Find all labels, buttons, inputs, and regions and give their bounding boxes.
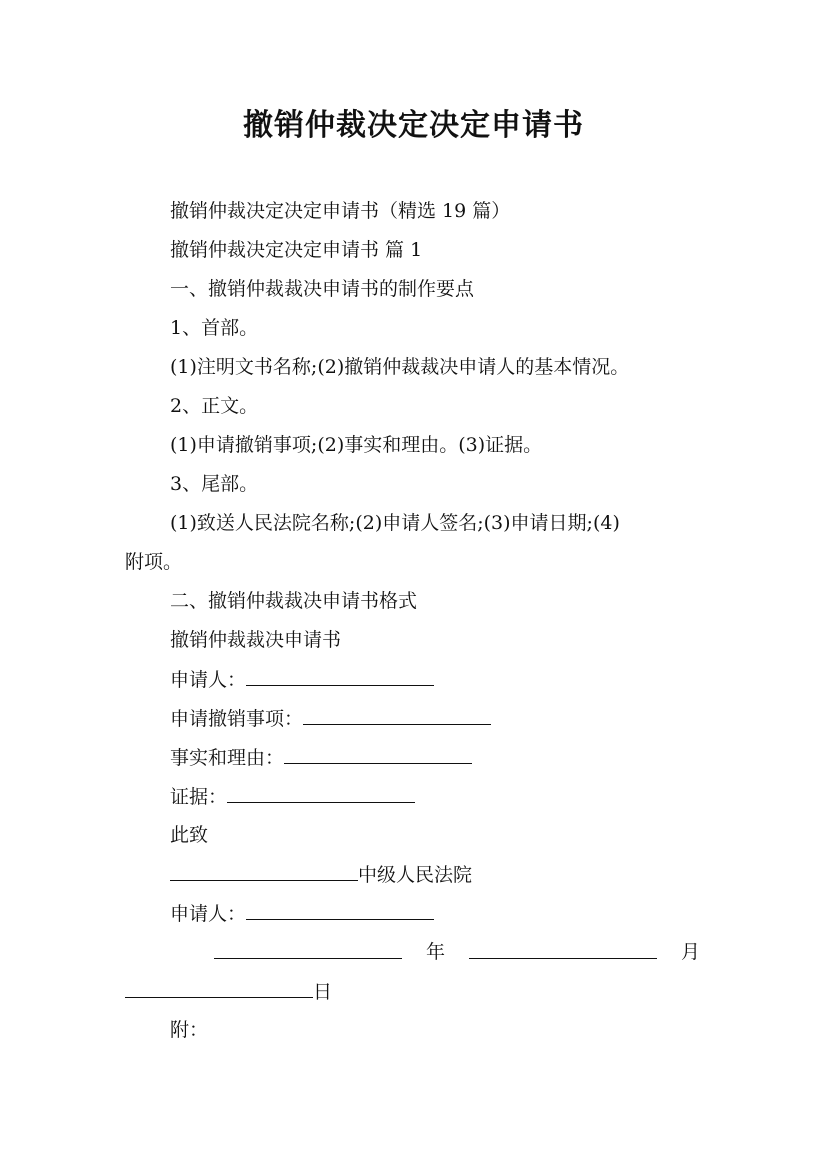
document-title: 撤销仲裁决定决定申请书 bbox=[243, 108, 584, 143]
item-body-detail: (1)申请撤销事项;(2)事实和理由。(3)证据。 bbox=[170, 434, 543, 456]
item-footer-detail-cont: 附项。 bbox=[125, 551, 183, 573]
court-field bbox=[170, 862, 472, 887]
item-header-detail: (1)注明文书名称;(2)撤销仲裁裁决申请人的基本情况。 bbox=[170, 356, 630, 378]
year-blank bbox=[214, 940, 402, 959]
date-day-field bbox=[125, 979, 332, 1004]
applicant-signature-blank bbox=[246, 901, 434, 920]
applicant-signature-field bbox=[170, 901, 434, 926]
facts-field bbox=[170, 745, 472, 770]
evidence-blank bbox=[227, 784, 415, 803]
item-footer-part: 3、尾部。 bbox=[170, 473, 259, 495]
matter-field bbox=[170, 706, 491, 731]
court-blank bbox=[170, 862, 358, 881]
applicant-signature-label: 申请人： bbox=[170, 903, 247, 925]
date-year-blank-wrap bbox=[214, 940, 402, 965]
item-footer-detail: (1)致送人民法院名称;(2)申请人签名;(3)申请日期;(4) bbox=[170, 512, 620, 534]
heading-format: 二、撤销仲裁裁决申请书格式 bbox=[170, 590, 418, 612]
month-label: 月 bbox=[681, 941, 701, 963]
applicant-blank bbox=[246, 667, 434, 686]
respect-line: 此致 bbox=[170, 824, 209, 846]
matter-label: 申请撤销事项： bbox=[170, 708, 304, 730]
court-suffix: 中级人民法院 bbox=[358, 864, 473, 886]
date-month-blank-wrap bbox=[469, 940, 657, 965]
month-blank bbox=[469, 940, 657, 959]
facts-blank bbox=[284, 745, 472, 764]
form-title: 撤销仲裁裁决申请书 bbox=[170, 629, 342, 651]
heading-key-points: 一、撤销仲裁裁决申请书的制作要点 bbox=[170, 278, 475, 300]
attachment-label: 附： bbox=[170, 1019, 209, 1041]
applicant-field bbox=[170, 667, 434, 692]
day-blank bbox=[125, 979, 313, 998]
evidence-label: 证据： bbox=[170, 786, 228, 808]
year-label: 年 bbox=[426, 941, 446, 963]
item-header-part: 1、首部。 bbox=[170, 317, 259, 339]
item-body-part: 2、正文。 bbox=[170, 395, 259, 417]
facts-label: 事实和理由： bbox=[170, 747, 285, 769]
subtitle-line: 撤销仲裁决定决定申请书（精选 19 篇） bbox=[170, 200, 511, 222]
matter-blank bbox=[303, 706, 491, 725]
applicant-label: 申请人： bbox=[170, 669, 247, 691]
day-label: 日 bbox=[313, 981, 333, 1003]
evidence-field bbox=[170, 784, 415, 809]
section-heading-line: 撤销仲裁决定决定申请书 篇 1 bbox=[170, 239, 423, 261]
